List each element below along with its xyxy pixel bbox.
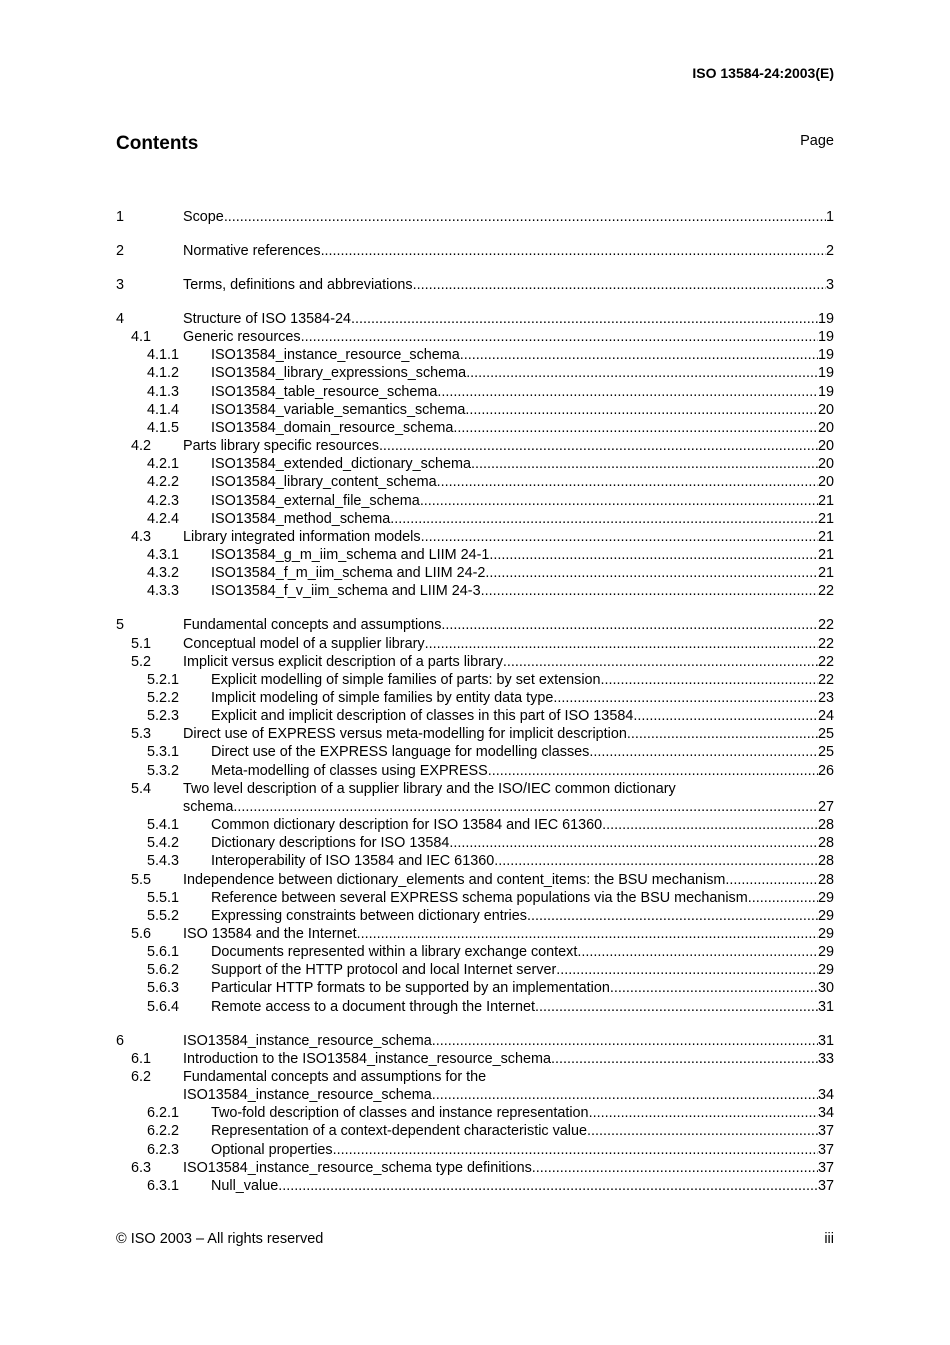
toc-entry-page: 31 [817, 998, 834, 1015]
toc-entry-page: 30 [817, 980, 834, 997]
toc-entry-number: 4.2.2 [147, 474, 180, 491]
toc-entry-title: ISO13584_extended_dictionary_schema [211, 456, 472, 473]
toc-entry-title: Two level description of a supplier library and the ISO/IEC common dictionary [183, 780, 676, 797]
toc-entry-continuation[interactable] [0, 1086, 950, 1104]
dot-leader [432, 1086, 818, 1104]
toc-entry[interactable] [0, 1104, 950, 1122]
toc-entry-title: Terms, definitions and abbreviations [183, 277, 413, 293]
toc-entry-page: 22 [817, 617, 834, 634]
toc-entry[interactable] [0, 889, 950, 907]
toc-entry-number: 4.1.4 [147, 401, 180, 418]
dot-leader [488, 762, 818, 780]
toc-entry[interactable] [0, 1032, 950, 1050]
toc-entry[interactable] [0, 762, 950, 780]
toc-entry[interactable] [0, 816, 950, 834]
toc-entry[interactable] [0, 510, 950, 528]
toc-entry-title: ISO13584_method_schema [211, 510, 391, 527]
dot-leader [589, 1104, 818, 1122]
dot-leader [527, 907, 818, 925]
dot-leader [602, 816, 818, 834]
toc-entry-page: 24 [817, 708, 834, 725]
toc-entry[interactable] [0, 401, 950, 419]
toc-entry[interactable] [0, 852, 950, 870]
toc-entry-number: 3 [116, 277, 125, 293]
toc-entry-number: 4.1.1 [147, 347, 180, 364]
document-id: ISO 13584-24:2003(E) [692, 65, 834, 81]
dot-leader [556, 961, 818, 979]
toc-entry-title: Independence between dictionary_elements and content_items: the BSU mechanism [183, 871, 726, 888]
toc-entry-page: 21 [817, 565, 834, 582]
dot-leader [494, 852, 818, 870]
page-title: Contents [116, 133, 199, 154]
toc-entry-page: 20 [817, 401, 834, 418]
toc-entry-page: 29 [817, 944, 834, 961]
toc-entry-title: Fundamental concepts and assumptions for the [183, 1069, 487, 1085]
toc-entry-page: 34 [817, 1087, 834, 1104]
toc-entry[interactable] [0, 528, 950, 546]
toc-entry-number: 4.2 [131, 438, 152, 455]
toc-entry-title: Explicit and implicit description of classes in this part of ISO 13584 [211, 708, 634, 725]
dot-leader [233, 798, 818, 816]
toc-entry-title: Library integrated information models [183, 528, 421, 545]
toc-entry-page: 37 [817, 1123, 834, 1140]
toc-entry-number: 5.5.1 [147, 889, 180, 906]
toc-entry-title: Normative references [183, 243, 321, 259]
toc-entry-title: Common dictionary description for ISO 13584 and IEC 61360 [211, 817, 603, 834]
toc-entry-number: 6.2.3 [147, 1141, 180, 1158]
footer-copyright: © ISO 2003 – All rights reserved [116, 1231, 324, 1247]
toc-entry-number: 5.3 [131, 726, 152, 743]
toc-entry[interactable] [0, 1159, 950, 1177]
toc-entry-number: 4.3.1 [147, 546, 180, 563]
toc-entry[interactable] [0, 1068, 950, 1086]
toc-entry[interactable] [0, 364, 950, 382]
toc-entry-title: Introduction to the ISO13584_instance_resource_schema [183, 1050, 551, 1067]
toc-entry-title: Null_value [211, 1177, 279, 1194]
dot-leader [437, 473, 818, 491]
dot-leader [748, 889, 818, 907]
toc-entry[interactable] [0, 473, 950, 491]
toc-entry[interactable] [0, 582, 950, 600]
toc-entry-title: ISO 13584 and the Internet [183, 925, 357, 942]
dot-leader [425, 635, 818, 653]
toc-entry-number: 5.4 [131, 780, 152, 797]
dot-leader [460, 346, 818, 364]
toc-entry-number: 5.4.3 [147, 853, 180, 870]
toc-entry-number: 6.2.2 [147, 1123, 180, 1140]
toc-entry-title: Implicit versus explicit description of a parts library [183, 653, 503, 670]
toc-entry-page: 1 [825, 209, 834, 225]
toc-entry-page: 2 [825, 243, 834, 259]
toc-entry-number: 4.2.1 [147, 456, 180, 473]
toc-entry-page: 28 [817, 871, 834, 888]
toc-entry-title: ISO13584_external_file_schema [211, 492, 420, 509]
toc-entry-title: ISO13584_library_content_schema [211, 474, 437, 491]
dot-leader [449, 834, 818, 852]
toc-entry[interactable] [0, 743, 950, 761]
toc-entry[interactable] [0, 1141, 950, 1159]
toc-entry-number: 5.3.2 [147, 762, 180, 779]
dot-leader [481, 582, 818, 600]
page-column-label: Page [800, 133, 834, 149]
toc-entry-number: 5.2.1 [147, 671, 180, 688]
toc-entry[interactable] [0, 276, 950, 294]
toc-entry-page: 25 [817, 726, 834, 743]
dot-leader [466, 364, 818, 382]
toc-entry-number: 1 [116, 209, 125, 225]
dot-leader [321, 242, 826, 260]
toc-entry[interactable] [0, 780, 950, 798]
toc-entry-number: 5.5.2 [147, 907, 180, 924]
toc-entry-page: 19 [817, 329, 834, 346]
toc-entry[interactable] [0, 310, 950, 328]
toc-entry[interactable] [0, 1050, 950, 1068]
toc-entry[interactable] [0, 707, 950, 725]
toc-entry[interactable] [0, 635, 950, 653]
toc-entry-title: ISO13584_domain_resource_schema [211, 419, 454, 436]
toc-entry-page: 29 [817, 925, 834, 942]
toc-entry-page: 19 [817, 383, 834, 400]
toc-entry-page: 28 [817, 853, 834, 870]
toc-entry-number: 4.2.3 [147, 492, 180, 509]
toc-entry-page: 33 [817, 1050, 834, 1067]
toc-entry-number: 4.1 [131, 329, 152, 346]
toc-entry-number: 4.1.5 [147, 419, 180, 436]
toc-entry[interactable] [0, 419, 950, 437]
toc-entry[interactable] [0, 834, 950, 852]
dot-leader [503, 653, 818, 671]
toc-entry-title: Expressing constraints between dictionary entries [211, 907, 527, 924]
toc-entry-page: 29 [817, 907, 834, 924]
toc-entry-title: Generic resources [183, 329, 301, 346]
toc-entry[interactable] [0, 725, 950, 743]
toc-entry-page: 21 [817, 510, 834, 527]
dot-leader [357, 925, 818, 943]
toc-entry-page: 20 [817, 474, 834, 491]
toc-entry-continuation[interactable] [0, 798, 950, 816]
toc-entry-number: 6.2 [131, 1069, 152, 1085]
toc-entry-title: Meta-modelling of classes using EXPRESS [211, 762, 488, 779]
dot-leader [489, 546, 818, 564]
toc-entry-title-continued: schema [183, 798, 234, 815]
toc-entry[interactable] [0, 1177, 950, 1195]
dot-leader [453, 419, 818, 437]
toc-entry-number: 5.2.3 [147, 708, 180, 725]
dot-leader [421, 528, 818, 546]
toc-entry-title: ISO13584_instance_resource_schema type definitions [183, 1159, 532, 1176]
toc-entry[interactable] [0, 616, 950, 634]
toc-entry-title: Direct use of EXPRESS versus meta-modelling for implicit description [183, 726, 627, 743]
toc-entry[interactable] [0, 1122, 950, 1140]
toc-entry-page: 22 [817, 653, 834, 670]
toc-entry[interactable] [0, 328, 950, 346]
dot-leader [465, 401, 818, 419]
toc-entry-page: 37 [817, 1159, 834, 1176]
toc-entry-number: 4.3 [131, 528, 152, 545]
toc-entry[interactable] [0, 689, 950, 707]
toc-entry-page: 22 [817, 671, 834, 688]
dot-leader [420, 492, 818, 510]
toc-entry-number: 5.6.3 [147, 980, 180, 997]
toc-entry-page: 25 [817, 744, 834, 761]
toc-entry-number: 5.6.4 [147, 998, 180, 1015]
toc-entry-page: 20 [817, 419, 834, 436]
toc-entry-page: 27 [817, 798, 834, 815]
toc-entry-title: ISO13584_library_expressions_schema [211, 365, 467, 382]
toc-entry-title: ISO13584_variable_semantics_schema [211, 401, 466, 418]
toc-entry[interactable] [0, 492, 950, 510]
toc-entry[interactable] [0, 925, 950, 943]
toc-entry-title: Conceptual model of a supplier library [183, 635, 425, 652]
toc-entry-number: 5 [116, 617, 125, 634]
toc-entry-title: Optional properties [211, 1141, 333, 1158]
dot-leader [333, 1141, 818, 1159]
toc-entry-title: Documents represented within a library exchange context [211, 944, 578, 961]
toc-entry-number: 5.5 [131, 871, 152, 888]
toc-entry-number: 5.1 [131, 635, 152, 652]
dot-leader [587, 1122, 818, 1140]
dot-leader [441, 616, 818, 634]
toc-entry-number: 5.4.1 [147, 817, 180, 834]
toc-entry[interactable] [0, 346, 950, 364]
toc-entry-page: 26 [817, 762, 834, 779]
toc-entry-number: 4.2.4 [147, 510, 180, 527]
toc-entry-number: 5.6.2 [147, 962, 180, 979]
toc-entry-page: 37 [817, 1177, 834, 1194]
toc-entry-title: Remote access to a document through the Internet [211, 998, 535, 1015]
dot-leader [577, 943, 818, 961]
toc-entry-page: 28 [817, 835, 834, 852]
toc-entry-title: Dictionary descriptions for ISO 13584 [211, 835, 450, 852]
dot-leader [471, 455, 818, 473]
toc-entry[interactable] [0, 653, 950, 671]
toc-entry[interactable] [0, 208, 950, 226]
toc-entry-number: 6.3.1 [147, 1177, 180, 1194]
dot-leader [485, 564, 818, 582]
toc-entry-title: ISO13584_f_v_iim_schema and LIIM 24-3 [211, 583, 481, 600]
dot-leader [601, 671, 818, 689]
dot-leader [390, 510, 818, 528]
toc-entry[interactable] [0, 437, 950, 455]
toc-entry-number: 6.2.1 [147, 1105, 180, 1122]
toc-entry-number: 5.6 [131, 925, 152, 942]
toc-entry-number: 5.6.1 [147, 944, 180, 961]
toc-entry-number: 4.3.3 [147, 583, 180, 600]
dot-leader [725, 871, 818, 889]
toc-entry-page: 21 [817, 546, 834, 563]
toc-entry-number: 5.3.1 [147, 744, 180, 761]
toc-entry-title: Representation of a context-dependent characteristic value [211, 1123, 587, 1140]
dot-leader [379, 437, 818, 455]
toc-entry-title: Interoperability of ISO 13584 and IEC 61360 [211, 853, 495, 870]
toc-entry[interactable] [0, 671, 950, 689]
toc-entry-title: Implicit modeling of simple families by entity data type [211, 690, 554, 706]
toc-entry-page: 22 [817, 583, 834, 600]
toc-entry-page: 21 [817, 528, 834, 545]
toc-entry[interactable] [0, 871, 950, 889]
dot-leader [437, 383, 818, 401]
toc-entry-title: Direct use of the EXPRESS language for modelling classes [211, 744, 590, 761]
toc-entry-number: 6.3 [131, 1159, 152, 1176]
toc-entry-page: 31 [817, 1032, 834, 1049]
toc-entry-number: 4 [116, 311, 125, 327]
dot-leader [532, 1159, 818, 1177]
toc-entry-page: 21 [817, 492, 834, 509]
dot-leader [432, 1032, 818, 1050]
toc-entry-title: Parts library specific resources [183, 438, 379, 455]
toc-entry[interactable] [0, 961, 950, 979]
toc-entry-title: ISO13584_instance_resource_schema [211, 347, 460, 364]
toc-entry-page: 37 [817, 1141, 834, 1158]
dot-leader [535, 998, 818, 1016]
toc-entry-number: 4.1.3 [147, 383, 180, 400]
toc-entry-title: Two-fold description of classes and instance representation [211, 1105, 589, 1122]
toc-entry-number: 6 [116, 1032, 125, 1049]
toc-entry-page: 3 [825, 277, 834, 293]
toc-entry-title: ISO13584_g_m_iim_schema and LIIM 24-1 [211, 546, 490, 563]
dot-leader [633, 707, 818, 725]
toc-entry-title: ISO13584_f_m_iim_schema and LIIM 24-2 [211, 565, 486, 582]
dot-leader [351, 310, 818, 328]
toc-entry[interactable] [0, 455, 950, 473]
toc-entry-title: ISO13584_table_resource_schema [211, 383, 438, 400]
toc-entry-number: 4.1.2 [147, 365, 180, 382]
toc-entry-page: 22 [817, 635, 834, 652]
toc-entry-title: Scope [183, 209, 224, 225]
toc-entry[interactable] [0, 242, 950, 260]
toc-entry-title: Reference between several EXPRESS schema populations via the BSU mechanism [211, 889, 748, 906]
toc-entry-page: 23 [817, 690, 834, 706]
toc-entry-number: 6.1 [131, 1050, 152, 1067]
dot-leader [301, 328, 818, 346]
toc-entry-page: 20 [817, 456, 834, 473]
toc-entry[interactable] [0, 943, 950, 961]
toc-entry-title: Fundamental concepts and assumptions [183, 617, 442, 634]
toc-entry-number: 5.2 [131, 653, 152, 670]
toc-entry-page: 19 [817, 311, 834, 327]
toc-entry-page: 20 [817, 438, 834, 455]
toc-entry-title: Structure of ISO 13584-24 [183, 311, 351, 327]
footer-page-number: iii [824, 1231, 834, 1247]
toc-entry-title: Explicit modelling of simple families of parts: by set extension [211, 671, 601, 688]
dot-leader [589, 743, 818, 761]
toc-entry-page: 19 [817, 347, 834, 364]
toc-entry-page: 29 [817, 889, 834, 906]
dot-leader [278, 1177, 818, 1195]
toc-entry-title: ISO13584_instance_resource_schema [183, 1032, 432, 1049]
toc-entry[interactable] [0, 546, 950, 564]
toc-entry-page: 34 [817, 1105, 834, 1122]
dot-leader [627, 725, 818, 743]
dot-leader [551, 1050, 818, 1068]
toc-entry[interactable] [0, 907, 950, 925]
toc-entry[interactable] [0, 998, 950, 1016]
dot-leader [413, 276, 826, 294]
toc-entry-page: 19 [817, 365, 834, 382]
toc-entry-number: 5.4.2 [147, 835, 180, 852]
toc-entry-page: 28 [817, 817, 834, 834]
toc-entry-number: 5.2.2 [147, 690, 180, 706]
dot-leader [224, 208, 826, 226]
toc-entry[interactable] [0, 383, 950, 401]
toc-entry-number: 2 [116, 243, 125, 259]
toc-entry-title: Support of the HTTP protocol and local Internet server [211, 962, 557, 979]
dot-leader [610, 979, 818, 997]
toc-entry-number: 4.3.2 [147, 565, 180, 582]
toc-entry[interactable] [0, 979, 950, 997]
toc-entry-title: Particular HTTP formats to be supported by an implementation [211, 980, 610, 997]
dot-leader [553, 689, 818, 707]
toc-entry[interactable] [0, 564, 950, 582]
toc-entry-page: 29 [817, 962, 834, 979]
toc-entry-title-continued: ISO13584_instance_resource_schema [183, 1087, 432, 1104]
